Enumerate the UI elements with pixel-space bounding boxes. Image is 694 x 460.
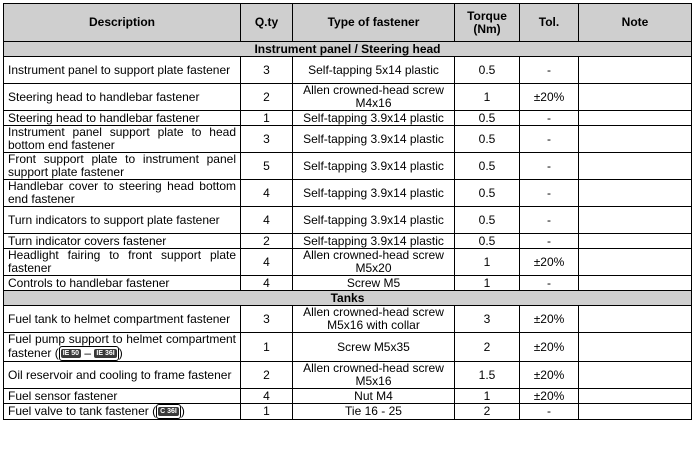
table-header-row <box>4 4 692 42</box>
cell-tol: ±20% <box>520 333 579 362</box>
cell-type: Tie 16 - 25 <box>293 404 455 420</box>
cell-qty: 3 <box>241 57 293 84</box>
cell-note <box>579 126 692 153</box>
cell-tol: - <box>520 126 579 153</box>
table-row <box>4 180 692 207</box>
cell-qty: 3 <box>241 306 293 333</box>
table-row <box>4 153 692 180</box>
header-note: Note <box>579 4 692 42</box>
cell-description: Steering head to handlebar fastener <box>4 84 241 111</box>
cell-tol: ±20% <box>520 84 579 111</box>
cell-note <box>579 389 692 404</box>
cell-description: Headlight fairing to front support plate fastener <box>4 249 241 276</box>
cell-torque: 0.5 <box>455 111 520 126</box>
model-badge-icon: IE 50 <box>62 350 80 358</box>
cell-note <box>579 249 692 276</box>
cell-torque: 1.5 <box>455 362 520 389</box>
section-header-row <box>4 291 692 306</box>
cell-torque: 2 <box>455 333 520 362</box>
cell-tol: - <box>520 153 579 180</box>
table-row <box>4 207 692 234</box>
cell-type: Screw M5x35 <box>293 333 455 362</box>
cell-description: Fuel valve to tank fastener ( C 36I ) <box>4 404 241 420</box>
table-row <box>4 111 692 126</box>
cell-qty: 3 <box>241 126 293 153</box>
cell-note <box>579 333 692 362</box>
section-title: Tanks <box>4 291 692 306</box>
cell-qty: 2 <box>241 234 293 249</box>
cell-type: Self-tapping 3.9x14 plastic <box>293 153 455 180</box>
cell-description: Oil reservoir and cooling to frame fastener <box>4 362 241 389</box>
table-body <box>4 42 692 420</box>
cell-torque: 0.5 <box>455 207 520 234</box>
section-title: Instrument panel / Steering head <box>4 42 692 57</box>
cell-tol: - <box>520 276 579 291</box>
fastener-torque-table <box>3 3 692 420</box>
cell-type: Self-tapping 3.9x14 plastic <box>293 207 455 234</box>
cell-qty: 4 <box>241 207 293 234</box>
model-badge-icon: IE 36I <box>96 350 115 358</box>
cell-description: Steering head to handlebar fastener <box>4 111 241 126</box>
cell-type: Allen crowned-head screw M4x16 <box>293 84 455 111</box>
cell-qty: 5 <box>241 153 293 180</box>
model-badge-icon: C 36I <box>160 408 177 416</box>
cell-description: Turn indicators to support plate fastener <box>4 207 241 234</box>
cell-description: Instrument panel support plate to head bottom end fastener <box>4 126 241 153</box>
cell-torque: 3 <box>455 306 520 333</box>
table-row <box>4 389 692 404</box>
cell-qty: 4 <box>241 276 293 291</box>
cell-tol: ±20% <box>520 249 579 276</box>
table-row <box>4 362 692 389</box>
table-row <box>4 333 692 362</box>
header-tol: Tol. <box>520 4 579 42</box>
cell-note <box>579 362 692 389</box>
header-description: Description <box>4 4 241 42</box>
cell-note <box>579 57 692 84</box>
table-row <box>4 57 692 84</box>
cell-tol: - <box>520 234 579 249</box>
cell-tol: ±20% <box>520 362 579 389</box>
cell-description: Fuel pump support to helmet compartment fastener ( IE 50 – IE 36I ) <box>4 333 241 362</box>
table-row <box>4 84 692 111</box>
header-type: Type of fastener <box>293 4 455 42</box>
cell-type: Allen crowned-head screw M5x16 with collar <box>293 306 455 333</box>
cell-tol: ±20% <box>520 389 579 404</box>
cell-note <box>579 306 692 333</box>
cell-type: Nut M4 <box>293 389 455 404</box>
cell-type: Allen crowned-head screw M5x20 <box>293 249 455 276</box>
cell-type: Self-tapping 3.9x14 plastic <box>293 234 455 249</box>
cell-torque: 1 <box>455 389 520 404</box>
cell-type: Self-tapping 3.9x14 plastic <box>293 126 455 153</box>
header-torque: Torque (Nm) <box>455 4 520 42</box>
cell-type: Self-tapping 5x14 plastic <box>293 57 455 84</box>
cell-note <box>579 180 692 207</box>
cell-qty: 1 <box>241 404 293 420</box>
cell-type: Screw M5 <box>293 276 455 291</box>
cell-qty: 4 <box>241 389 293 404</box>
cell-type: Allen crowned-head screw M5x16 <box>293 362 455 389</box>
cell-note <box>579 234 692 249</box>
cell-qty: 1 <box>241 111 293 126</box>
cell-type: Self-tapping 3.9x14 plastic <box>293 111 455 126</box>
cell-tol: - <box>520 180 579 207</box>
cell-torque: 0.5 <box>455 153 520 180</box>
cell-torque: 1 <box>455 249 520 276</box>
cell-qty: 1 <box>241 333 293 362</box>
cell-type: Self-tapping 3.9x14 plastic <box>293 180 455 207</box>
cell-description: Fuel tank to helmet compartment fastener <box>4 306 241 333</box>
cell-qty: 2 <box>241 362 293 389</box>
cell-description: Controls to handlebar fastener <box>4 276 241 291</box>
cell-tol: ±20% <box>520 306 579 333</box>
cell-description: Turn indicator covers fastener <box>4 234 241 249</box>
cell-tol: - <box>520 404 579 420</box>
header-qty: Q.ty <box>241 4 293 42</box>
cell-note <box>579 111 692 126</box>
model-badge-group: IE 50 – IE 36I <box>59 346 119 361</box>
cell-torque: 0.5 <box>455 57 520 84</box>
cell-tol: - <box>520 57 579 84</box>
cell-torque: 1 <box>455 84 520 111</box>
cell-description: Instrument panel to support plate fastener <box>4 57 241 84</box>
table-row <box>4 126 692 153</box>
table-row <box>4 404 692 420</box>
cell-description: Fuel sensor fastener <box>4 389 241 404</box>
cell-torque: 0.5 <box>455 180 520 207</box>
table-row <box>4 234 692 249</box>
cell-qty: 4 <box>241 180 293 207</box>
section-header-row <box>4 42 692 57</box>
cell-note <box>579 84 692 111</box>
cell-qty: 4 <box>241 249 293 276</box>
table-row <box>4 249 692 276</box>
cell-torque: 0.5 <box>455 126 520 153</box>
cell-note <box>579 207 692 234</box>
cell-qty: 2 <box>241 84 293 111</box>
cell-description: Handlebar cover to steering head bottom end fastener <box>4 180 241 207</box>
table-row <box>4 276 692 291</box>
table-row <box>4 306 692 333</box>
cell-torque: 1 <box>455 276 520 291</box>
cell-torque: 0.5 <box>455 234 520 249</box>
model-badge-group <box>156 404 181 419</box>
cell-tol: - <box>520 207 579 234</box>
cell-tol: - <box>520 111 579 126</box>
cell-note <box>579 276 692 291</box>
cell-description: Front support plate to instrument panel support plate fastener <box>4 153 241 180</box>
cell-torque: 2 <box>455 404 520 420</box>
cell-note <box>579 153 692 180</box>
cell-note <box>579 404 692 420</box>
